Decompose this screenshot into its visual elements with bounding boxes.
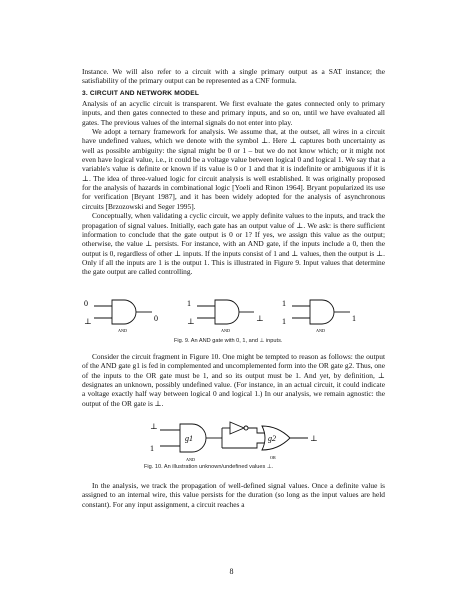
g9-1-out: 0: [154, 314, 158, 323]
g2-or-gate: [262, 426, 290, 450]
g2-label: g2: [268, 434, 276, 443]
paragraph-3: Conceptually, when validating a cyclic circuit, we apply definite values to the inputs, and track the propagation of signal values. Initially, each gate has an output value of ⊥. We ask: is there sufficient information to conclude that the gate output is 0 or 1? If yes, we assign this value as the output; otherwise, the value ⊥ persists. For instance, with an AND gate, if the inputs include a 0, then the output is 0, regardless of other ⊥ inputs. If the inputs consist of 1 and ⊥ values, then the output is ⊥. Only if all the inputs are 1 is the output 1. This is illustrated in Figure 9. Input values that determine the gate output are called controlling.: [82, 211, 385, 277]
figure-10-caption: Fig. 10. An illustration unknown/undefined values ⊥.: [144, 464, 274, 470]
g10-or-label: OR: [270, 455, 276, 460]
and-gate-3: [292, 300, 350, 324]
figure-9-caption: Fig. 9. An AND gate with 0, 1, and ⊥ inputs.: [174, 338, 283, 344]
g9-1-in-bottom: ⊥: [84, 317, 92, 326]
and-gate-1: [94, 300, 152, 324]
top-paragraph: Instance. We will also refer to a circuit with a single primary output as a SAT instance; the satisfiability of the primary output can be represented as a CNF formula.: [82, 67, 385, 86]
paragraph-4: Consider the circuit fragment in Figure 10. One might be tempted to reason as follows: the output of the AND gate g1 is fed in complemented and uncomplemented form into the OR gate g2. Thus, one of the inputs to the OR gate must be 1, and so its output must be 1. And yet, by definition, ⊥ designates an unknown, possibly undefined value. (For instance, in an actual circuit, it could indicate a voltage exactly half way between logical 0 and logical 1.) In our analysis, we remain agnostic: the output of the OR gate is ⊥.: [82, 352, 385, 408]
body-text-bottom: [82, 481, 385, 509]
g10-and-label: AND: [186, 457, 196, 462]
g9-2-and-label: AND: [221, 328, 231, 333]
g1-and-gate: [180, 424, 206, 452]
g9-3-in-top: 1: [282, 299, 286, 308]
g9-2-in-top: 1: [187, 299, 191, 308]
g9-2-out: ⊥: [256, 314, 264, 323]
paragraph-1: Analysis of an acyclic circuit is transparent. We first evaluate the gates connected only to primary inputs, and then gates connected to these and primary inputs, and so on, until we have evaluated all gates. The previous values of the internal signals do not enter into play.: [82, 99, 385, 127]
body-text-top: [82, 67, 385, 277]
body-text-middle: [82, 352, 385, 408]
and-gate-2: [197, 300, 254, 324]
figure-10: [82, 414, 385, 474]
g9-1-and-label: AND: [118, 328, 128, 333]
g9-2-in-bottom: ⊥: [187, 317, 195, 326]
g9-3-and-label: AND: [316, 328, 326, 333]
g10-in-top: ⊥: [150, 422, 158, 431]
paragraph-5: In the analysis, we track the propagation of well-defined signal values. Once a definite value is assigned to an internal wire, this value persists for the duration (so long as the input values are held constant). For any input assignment, a circuit reaches a: [82, 481, 385, 509]
g1-label: g1: [185, 434, 193, 443]
paragraph-2: We adopt a ternary framework for analysis. We assume that, at the outset, all wires in a circuit have undefined values, which we denote with the symbol ⊥. Here ⊥ captures both uncertainty as well as possible ambiguity: the signal might be 0 or 1 – but we do not know which; or it might not even have logical value, i.e., it could be a voltage value between logical 0 and logical 1. We say that a variable's value is definite or known if its value is 0 or 1 and that it is indefinite or ambiguous if it is ⊥. The idea of three-valued logic for circuit analysis is well established. It was originally proposed for the analysis of hazards in combinational logic [Yoeli and Rinon 1964]. Bryant popularized its use for verification [Bryant 1987], and it has been widely adopted for the analysis of asynchronous circuits [Brzozowski and Seger 1995].: [82, 127, 385, 211]
page-number: 8: [229, 567, 234, 576]
g10-in-bottom: 1: [150, 444, 154, 453]
section-heading: 3. CIRCUIT AND NETWORK MODEL: [82, 89, 200, 97]
g9-3-in-bottom: 1: [282, 317, 286, 326]
inverter: [230, 422, 244, 434]
g9-1-in-top: 0: [84, 299, 88, 308]
figure-9: [82, 292, 385, 352]
g10-out: ⊥: [310, 434, 318, 443]
g9-3-out: 1: [352, 314, 356, 323]
